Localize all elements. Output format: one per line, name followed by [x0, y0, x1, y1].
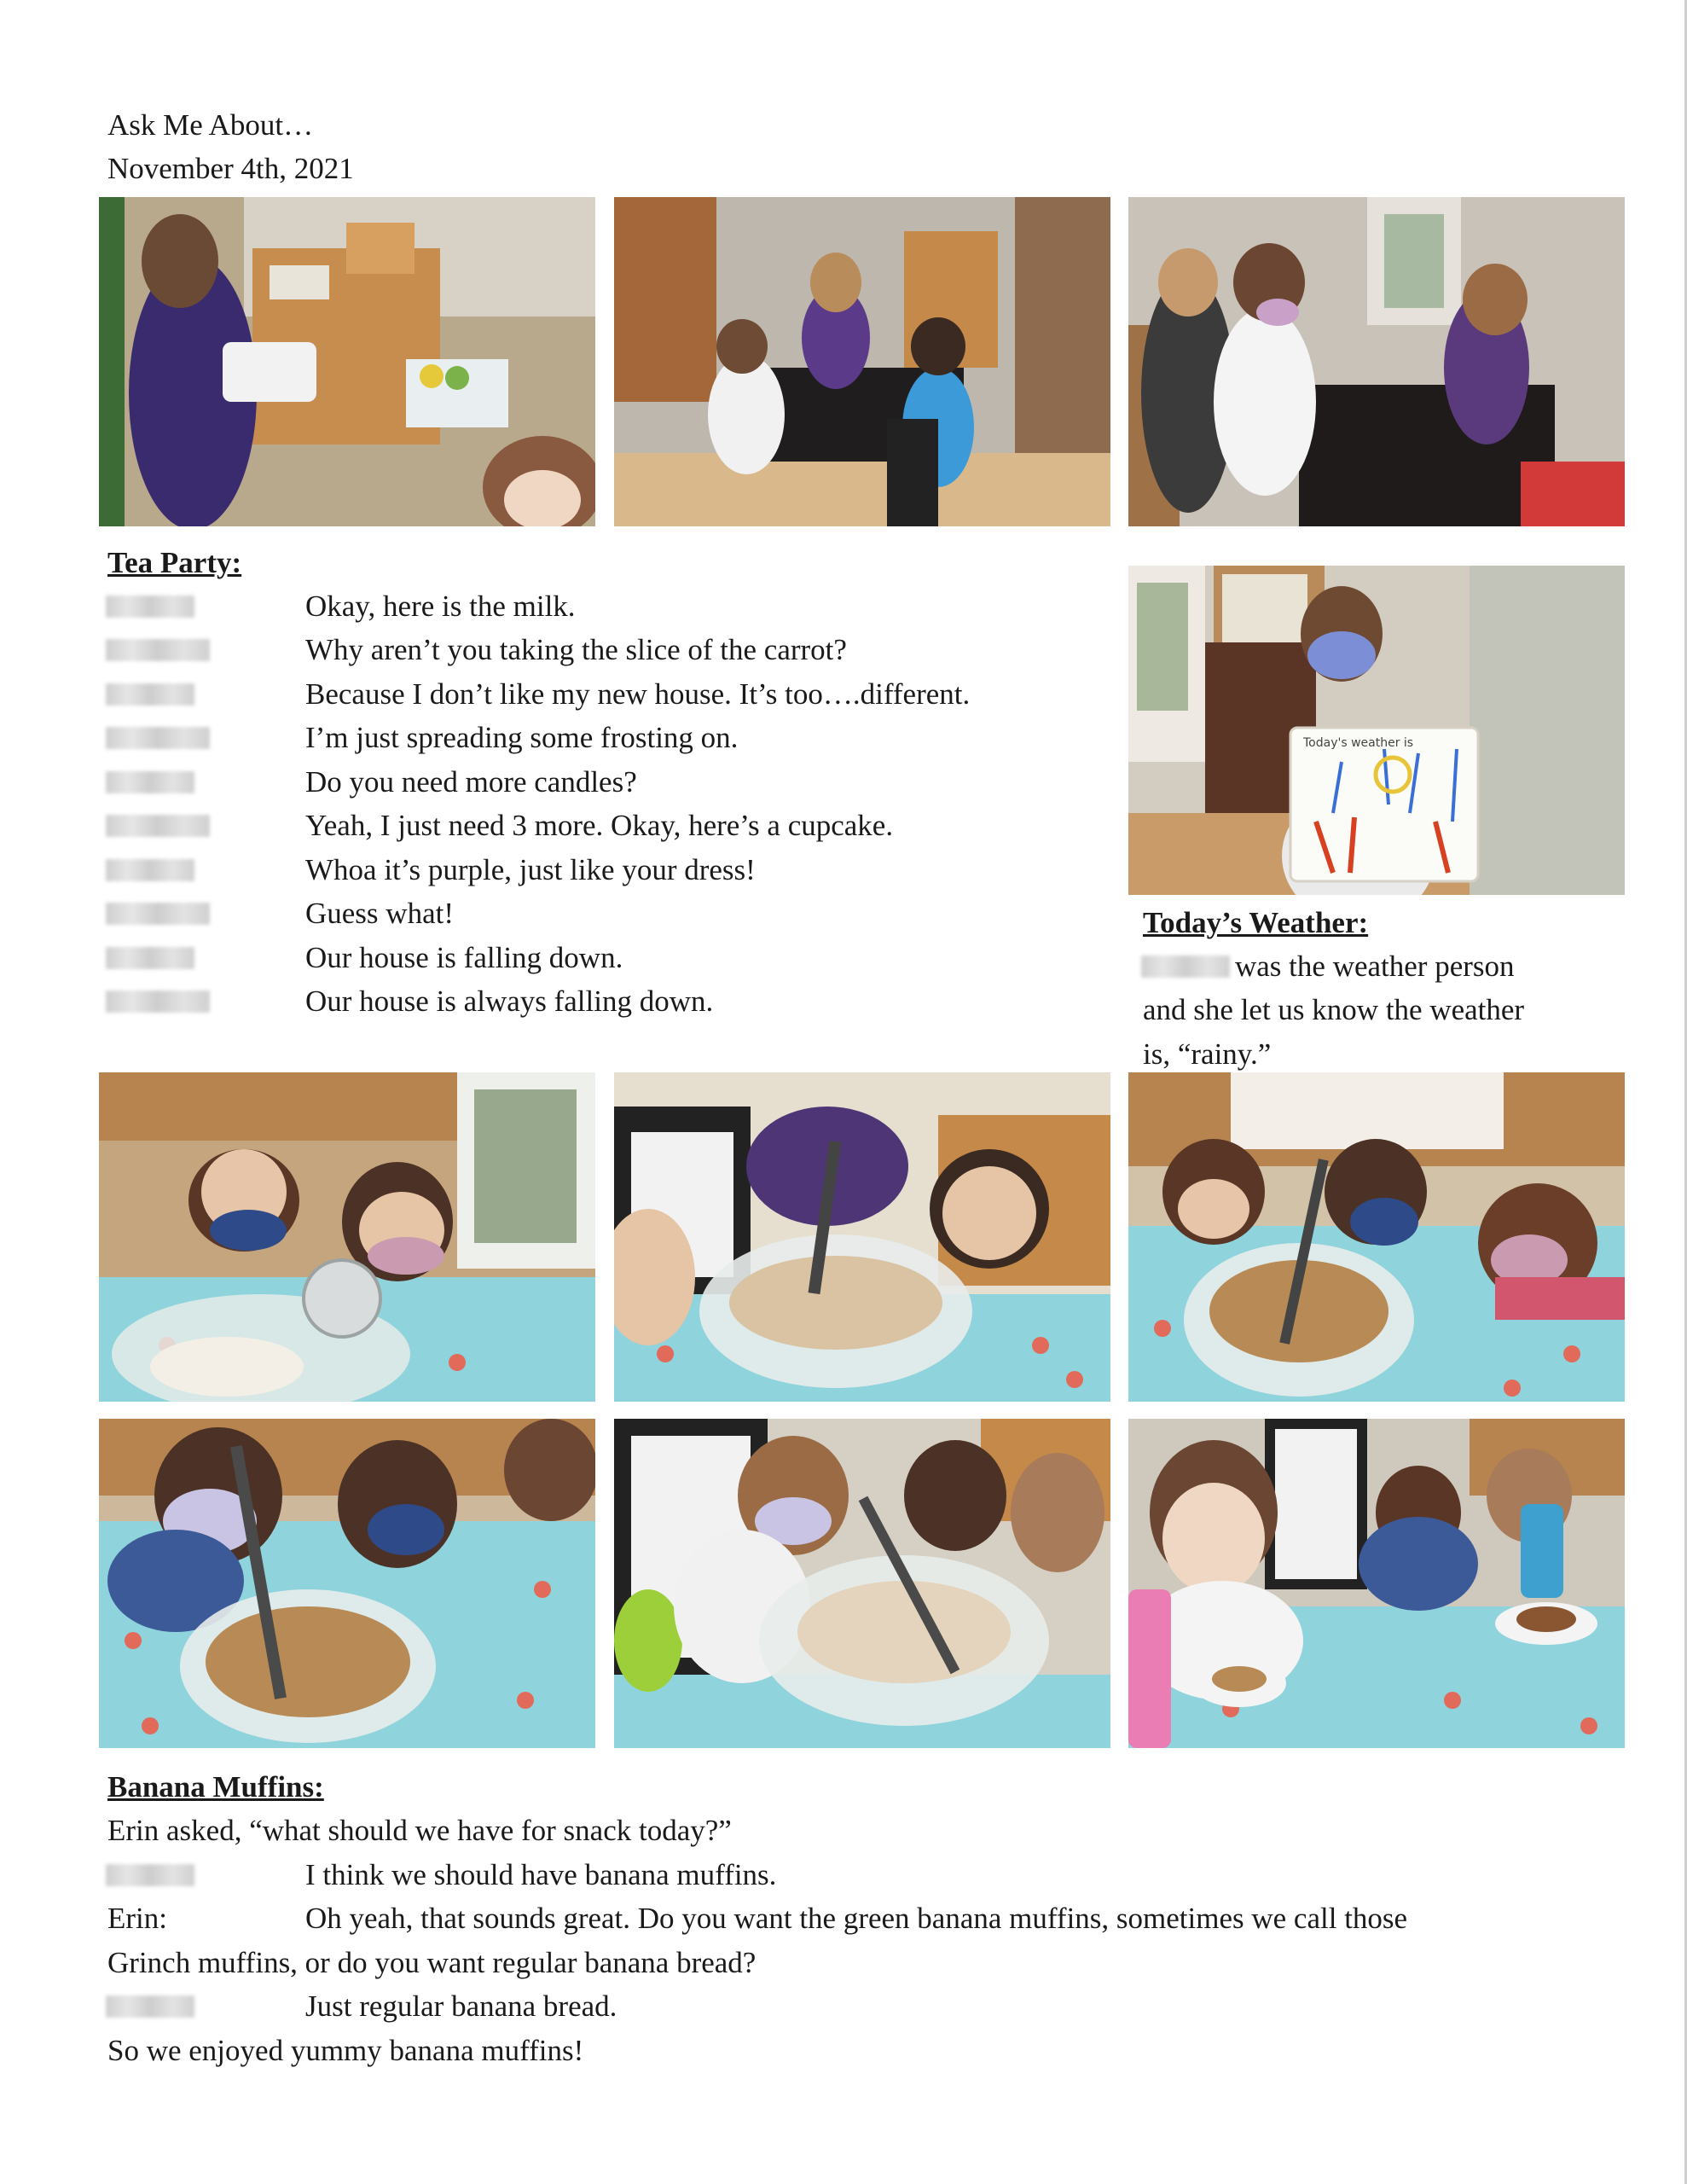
photo-kitchen — [99, 197, 595, 526]
speaker-erin: Erin: — [107, 1902, 167, 1935]
dialogue-line: I’m just spreading some frosting on. — [305, 721, 739, 754]
banana-muffins-closing: So we enjoyed yummy banana muffins! — [107, 2034, 584, 2067]
dialogue-line: Oh yeah, that sounds great. Do you want the green banana muffins, sometimes we call those — [305, 1902, 1408, 1935]
dialogue-line: Whoa it’s purple, just like your dress! — [305, 853, 756, 886]
dialogue-line-continued: Grinch muffins, or do you want regular banana bread? — [107, 1946, 757, 1979]
redacted-weather-person — [1141, 956, 1230, 978]
redacted-speaker — [106, 639, 210, 661]
weather-line-2: and she let us know the weather — [1143, 993, 1525, 1026]
dialogue-line: Our house is falling down. — [305, 941, 623, 974]
redacted-speaker — [106, 903, 210, 925]
redacted-speaker — [106, 1864, 194, 1886]
redacted-speaker — [106, 815, 210, 837]
weather-line-3: is, “rainy.” — [1143, 1037, 1272, 1071]
redacted-speaker — [106, 947, 194, 969]
photo-measuring — [99, 1072, 595, 1402]
photo-weather-person — [1128, 566, 1625, 895]
redacted-speaker — [106, 859, 194, 881]
dialogue-line: Do you need more candles? — [305, 765, 637, 799]
weather-sign-text: Today's weather is — [1303, 736, 1414, 750]
dialogue-line: Because I don’t like my new house. It’s too….different. — [305, 677, 971, 711]
photo-mixing — [1128, 1072, 1625, 1402]
redacted-speaker — [106, 1995, 194, 2018]
dialogue-line: Just regular banana bread. — [305, 1989, 617, 2023]
redacted-speaker — [106, 771, 194, 793]
photo-tea-table — [614, 197, 1110, 526]
document-date: November 4th, 2021 — [107, 152, 354, 185]
weather-heading: Today’s Weather: — [1143, 906, 1369, 939]
weather-line-1: was the weather person — [1235, 950, 1515, 983]
dialogue-line: Yeah, I just need 3 more. Okay, here’s a cupcake. — [305, 809, 894, 842]
photo-stirring-1 — [614, 1072, 1110, 1402]
tea-party-heading: Tea Party: — [107, 546, 242, 579]
dialogue-line: Okay, here is the milk. — [305, 590, 576, 623]
dialogue-line: Guess what! — [305, 897, 454, 930]
redacted-speaker — [106, 727, 210, 749]
dialogue-line: Why aren’t you taking the slice of the carrot? — [305, 633, 847, 666]
photo-turns — [614, 1419, 1110, 1748]
photo-eating — [1128, 1419, 1625, 1748]
redacted-speaker — [106, 683, 194, 706]
photo-stirring-2 — [99, 1419, 595, 1748]
dialogue-line: Our house is always falling down. — [305, 985, 714, 1018]
banana-muffins-intro: Erin asked, “what should we have for snack today?” — [107, 1814, 732, 1847]
banana-muffins-heading: Banana Muffins: — [107, 1770, 324, 1804]
dialogue-line: I think we should have banana muffins. — [305, 1858, 777, 1891]
document-title: Ask Me About… — [107, 108, 314, 142]
redacted-speaker — [106, 990, 210, 1013]
redacted-speaker — [106, 595, 194, 618]
photo-serving — [1128, 197, 1625, 526]
